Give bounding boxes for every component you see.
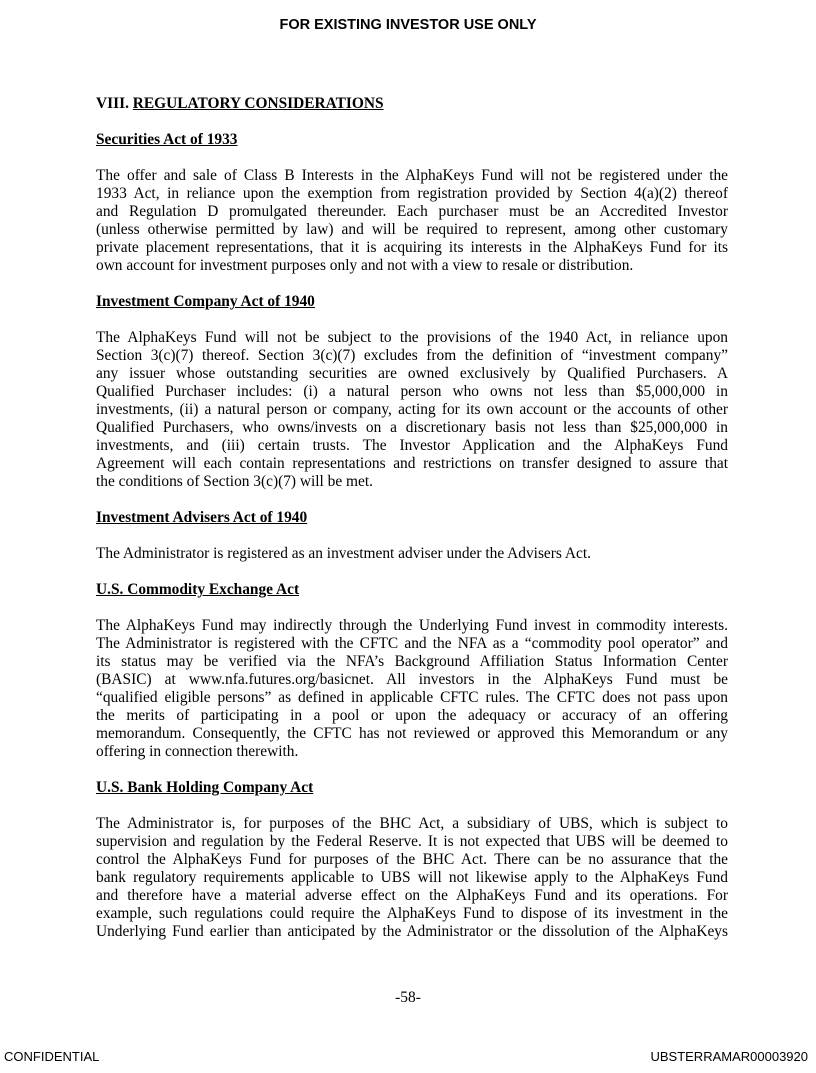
text-line: the conditions of Section 3(c)(7) will be met. bbox=[96, 473, 373, 490]
text-line: Section 3(c)(7) thereof. Section 3(c)(7) excludes from the definition of “investment company” bbox=[96, 347, 728, 364]
text-line: investments, (ii) a natural person or company, acting for its own account or the accounts of other bbox=[96, 401, 728, 418]
subsection-heading: U.S. Commodity Exchange Act bbox=[96, 581, 300, 598]
text-line: bank regulatory requirements applicable to UBS will not likewise apply to the AlphaKeys Fund bbox=[96, 869, 728, 886]
paragraph bbox=[96, 167, 728, 275]
footer-confidential: CONFIDENTIAL bbox=[4, 1049, 100, 1064]
text-line: Qualified Purchaser includes: (i) a natural person who owns not less than $5,000,000 in bbox=[96, 383, 728, 400]
text-line: The AlphaKeys Fund will not be subject to the provisions of the 1940 Act, in reliance upon bbox=[96, 329, 728, 346]
text-line: its status may be verified via the NFA’s Background Affiliation Status Information Center bbox=[96, 653, 728, 670]
text-line: supervision and regulation by the Federal Reserve. It is not expected that UBS will be deemed to bbox=[96, 833, 728, 850]
section-title: REGULATORY CONSIDERATIONS bbox=[132, 95, 384, 112]
text-line: (BASIC) at www.nfa.futures.org/basicnet. All investors in the AlphaKeys Fund must be bbox=[96, 671, 728, 688]
page-header: FOR EXISTING INVESTOR USE ONLY bbox=[279, 17, 537, 33]
text-line: any issuer whose outstanding securities are owned exclusively by Qualified Purchasers. A bbox=[96, 365, 728, 382]
text-line: Underlying Fund earlier than anticipated by the Administrator or the dissolution of the AlphaKeys bbox=[96, 923, 728, 940]
text-line: The Administrator is registered as an investment adviser under the Advisers Act. bbox=[96, 545, 591, 562]
text-line: and therefore have a material adverse effect on the AlphaKeys Fund and its operations. For bbox=[96, 887, 728, 904]
text-line: The offer and sale of Class B Interests in the AlphaKeys Fund will not be registered under the bbox=[96, 167, 728, 184]
paragraph bbox=[96, 617, 728, 761]
text-line: offering in connection therewith. bbox=[96, 743, 299, 760]
footer-bates-number: UBSTERRAMAR00003920 bbox=[650, 1049, 808, 1064]
page-number: -58- bbox=[395, 989, 421, 1006]
text-line: The Administrator is registered with the CFTC and the NFA as a “commodity pool operator” and bbox=[96, 635, 728, 652]
text-line: 1933 Act, in reliance upon the exemption from registration provided by Section 4(a)(2) thereof bbox=[96, 185, 728, 202]
text-line: investments, and (iii) certain trusts. The Investor Application and the AlphaKeys Fund bbox=[96, 437, 728, 454]
text-line: (unless otherwise permitted by law) and will be required to represent, among other customary bbox=[96, 221, 728, 238]
subsection-heading: U.S. Bank Holding Company Act bbox=[96, 779, 314, 796]
text-line: The AlphaKeys Fund may indirectly through the Underlying Fund invest in commodity interests. bbox=[96, 617, 728, 634]
paragraph bbox=[96, 815, 728, 941]
text-line: private placement representations, that it is acquiring its interests in the AlphaKeys Fund for its bbox=[96, 239, 728, 256]
paragraph bbox=[96, 329, 728, 491]
text-line: The Administrator is, for purposes of the BHC Act, a subsidiary of UBS, which is subject to bbox=[96, 815, 728, 832]
text-line: own account for investment purposes only and not with a view to resale or distribution. bbox=[96, 257, 634, 274]
text-line: “qualified eligible persons” as defined in applicable CFTC rules. The CFTC does not pass upon bbox=[96, 689, 728, 706]
subsection-heading: Investment Advisers Act of 1940 bbox=[96, 509, 308, 526]
text-line: the merits of participating in a pool or upon the adequacy or accuracy of an offering bbox=[96, 707, 728, 724]
section-number: VIII. bbox=[96, 95, 129, 112]
subsection-heading: Investment Company Act of 1940 bbox=[96, 293, 315, 310]
section-heading bbox=[96, 95, 728, 113]
text-line: and Regulation D promulgated thereunder. Each purchaser must be an Accredited Investor bbox=[96, 203, 728, 220]
text-line: control the AlphaKeys Fund for purposes of the BHC Act. There can be no assurance that the bbox=[96, 851, 728, 868]
paragraph bbox=[96, 545, 728, 563]
text-line: example, such regulations could require the AlphaKeys Fund to dispose of its investment in the bbox=[96, 905, 728, 922]
text-line: Qualified Purchasers, who owns/invests on a discretionary basis not less than $25,000,000 in bbox=[96, 419, 728, 436]
text-line: memorandum. Consequently, the CFTC has not reviewed or approved this Memorandum or any bbox=[96, 725, 728, 742]
subsection-heading: Securities Act of 1933 bbox=[96, 131, 238, 148]
text-line: Agreement will each contain representations and restrictions on transfer designed to assure that bbox=[96, 455, 728, 472]
document-body bbox=[96, 95, 728, 959]
